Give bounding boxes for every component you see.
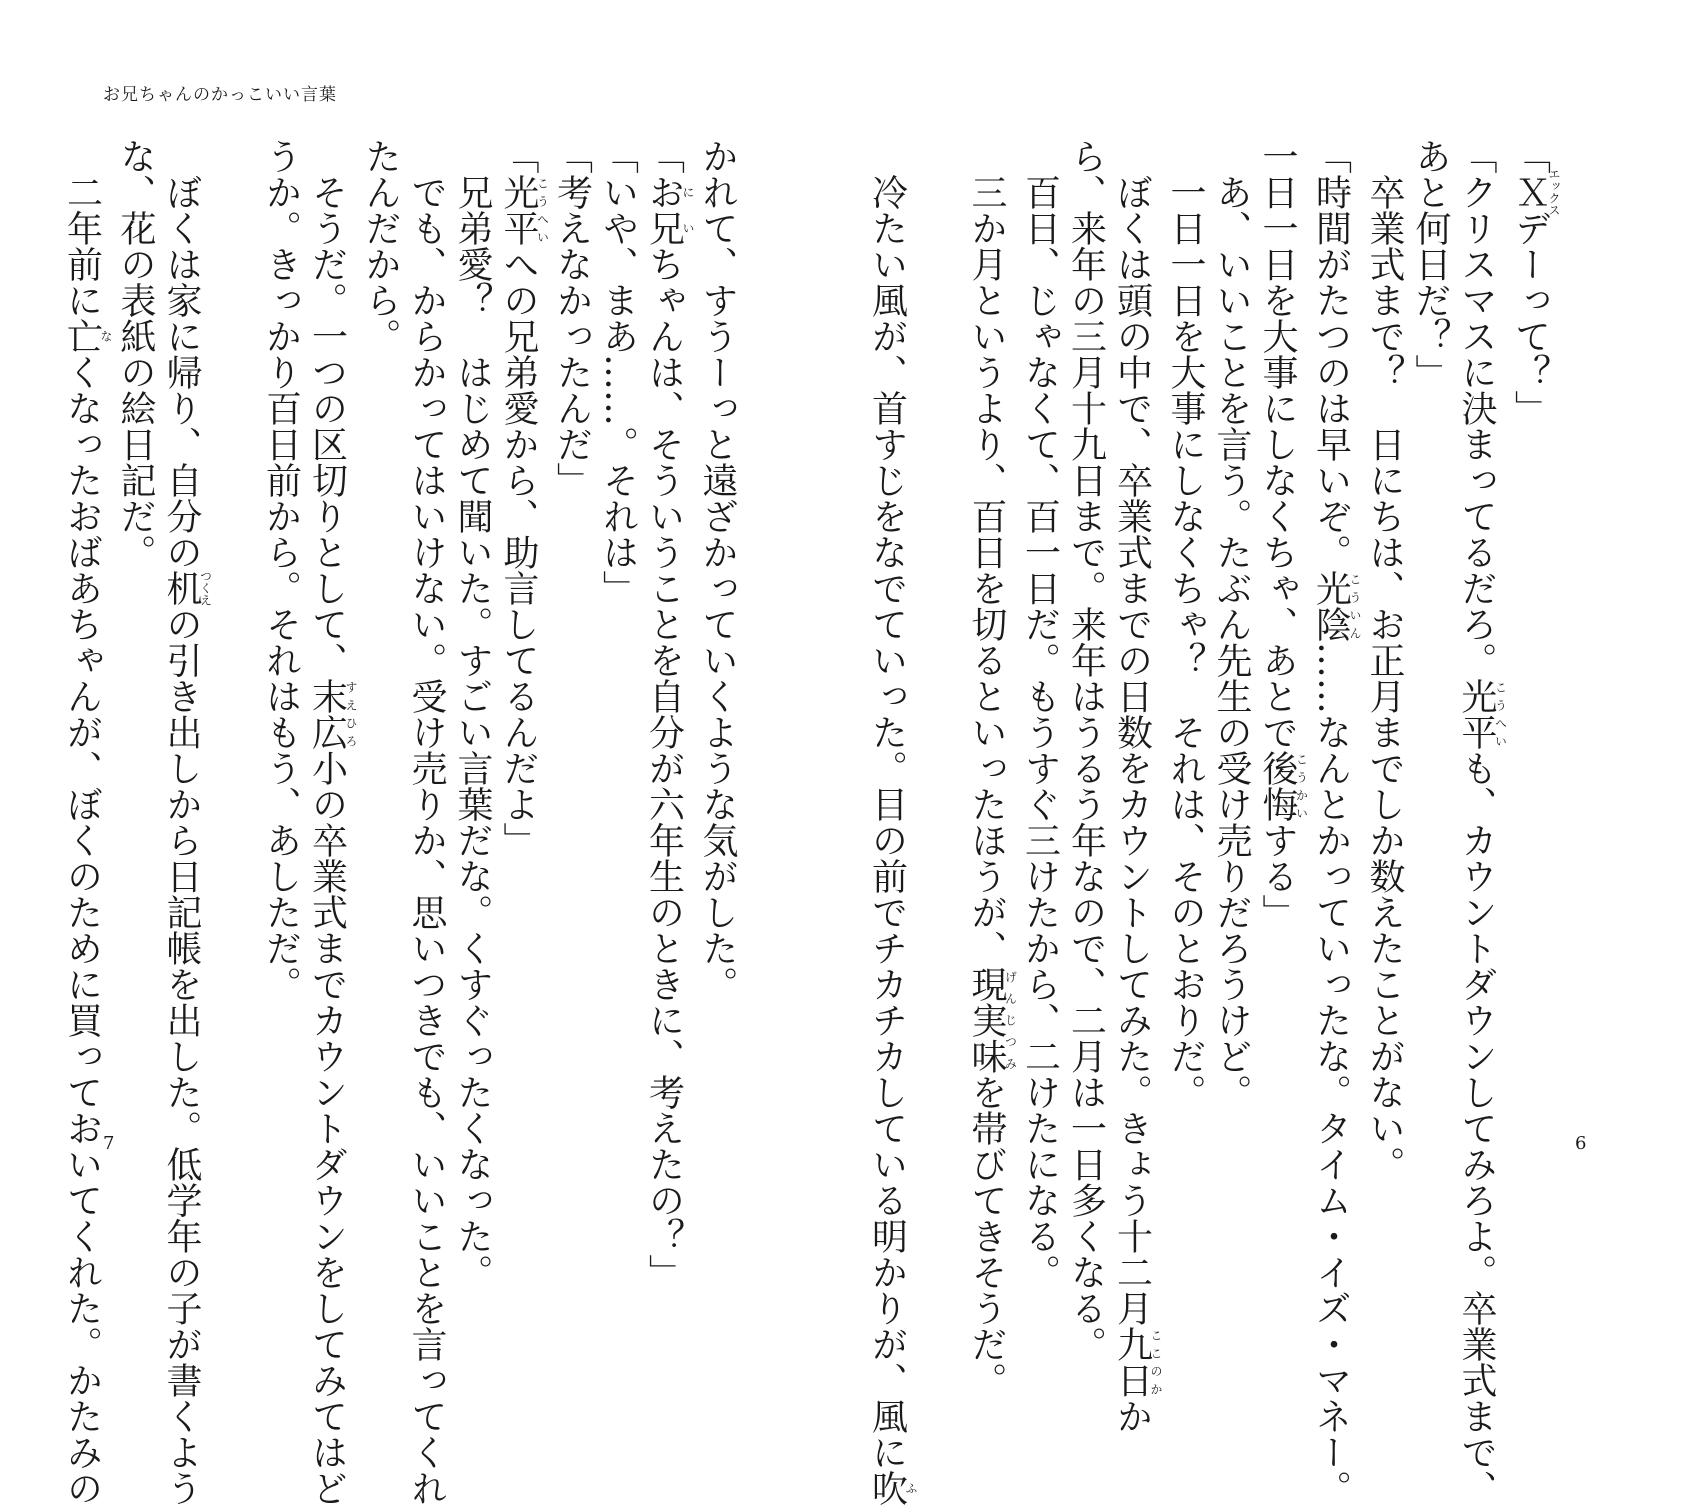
text-run: ちゃんは、そういうことを自分が六年生のときに、考えたの？」	[643, 246, 685, 1290]
ruby-base: 現実味	[966, 966, 1007, 1074]
ruby-base: 九日	[1111, 1326, 1153, 1398]
text-run: かれて、すうーっと遠ざかっていくような気がした。	[697, 138, 738, 1002]
text-run: うか。きっかり百日前から。それはもう、あしただ。	[260, 138, 302, 1002]
ruby-reading: こうへい	[535, 174, 550, 246]
right-page-number: 6	[1575, 1133, 1587, 1154]
ruby-annotated-word	[643, 174, 695, 246]
text-line	[403, 138, 449, 1506]
ruby-base: 後悔	[1257, 750, 1298, 822]
ruby-reading: げんじつみ	[1003, 966, 1018, 1074]
text-line	[495, 138, 549, 1098]
text-line	[549, 138, 595, 1098]
text-line	[304, 138, 358, 1506]
text-line	[641, 138, 695, 1290]
text-line	[158, 138, 213, 1506]
ruby-annotated-word	[498, 174, 550, 246]
ruby-base: 末広	[306, 678, 348, 750]
text-run: ぼくは頭の中で、卒業式までの日数をカウントしてみた。きょう十二月	[1111, 138, 1153, 1326]
text-run: 「	[1509, 138, 1551, 174]
text-run: あ、いいことを言う。たぶん先生の受け売りだろうけど。	[1211, 138, 1252, 1110]
ruby-reading: こうかい	[1294, 750, 1309, 822]
ruby-reading: エックス	[1547, 168, 1561, 216]
text-line	[112, 138, 158, 1098]
text-line	[1507, 138, 1561, 1098]
text-run: を帯びてきそうだ。	[966, 1074, 1007, 1398]
ruby-annotated-word	[1257, 750, 1309, 822]
text-line	[1361, 138, 1407, 1182]
text-run: ら、来年の三月十九日まで。来年はうるう年なので、二月は一日多くなる。	[1065, 138, 1107, 1362]
left-page-body	[61, 138, 740, 1506]
text-run: 小の卒業式までカウントダウンをしてみてはど	[306, 750, 348, 1506]
ruby-reading: にい	[681, 174, 695, 246]
ruby-reading: な	[99, 318, 113, 354]
text-run: 三か月というより、百日を切るといったほうが、	[966, 138, 1007, 966]
ruby-annotated-word	[866, 1470, 918, 1506]
text-run: か	[1111, 1398, 1153, 1434]
ruby-annotated-word	[1509, 168, 1561, 216]
text-run: でも、からかってはいけない。受け売りか、思いつきでも、いいことを言ってくれ	[406, 138, 447, 1506]
ruby-reading: つくえ	[198, 570, 213, 606]
text-run: 卒業式まで？ 日にちは、お正月までしか数えたことがない。	[1364, 138, 1405, 1182]
ruby-reading: ここのか	[1149, 1326, 1163, 1398]
text-run: 二年前に	[61, 138, 103, 318]
ruby-reading: すえひろ	[344, 678, 358, 750]
ruby-base: お兄	[643, 174, 685, 246]
text-line	[1109, 138, 1163, 1434]
text-run: そうだ。一つの区切りとして、	[306, 138, 348, 678]
ruby-reading: ふ	[904, 1470, 918, 1506]
ruby-base: 吹	[866, 1470, 908, 1506]
text-run: 「いや、まあ……。それは」	[597, 138, 639, 606]
text-line	[449, 138, 495, 1290]
text-run: くなったおばあちゃんが、ぼくのために買っておいてくれた。かたみの	[61, 354, 103, 1506]
text-line	[1162, 138, 1208, 1110]
text-line	[1453, 138, 1508, 1506]
ruby-annotated-word	[1310, 570, 1362, 642]
ruby-base: 光平	[498, 174, 539, 246]
ruby-reading: こういん	[1348, 570, 1362, 642]
text-line	[963, 138, 1018, 1398]
ruby-base: 光陰	[1310, 570, 1352, 642]
text-line	[59, 138, 113, 1506]
ruby-base: 亡	[61, 318, 103, 354]
text-run: ……なんとかっていったな。タイム・イズ・マネー。	[1310, 642, 1352, 1506]
ruby-annotated-word	[161, 570, 213, 606]
text-run: への兄弟愛から、助言してるんだよ」	[498, 246, 539, 858]
text-line	[1308, 138, 1362, 1506]
text-run: の引き出しから日記帳を出した。低学年の子が書くよう	[161, 606, 202, 1506]
text-run: も、カウントダウンしてみろよ。卒業式まで、	[1456, 750, 1497, 1506]
text-run: 「クリスマスに決まってるだろ。	[1456, 138, 1497, 678]
text-run: 百日、じゃなくて、百一日だ。もうすぐ三けたから、二けたになる。	[1019, 138, 1061, 1290]
text-run: な、花の表紙の絵日記だ。	[115, 138, 156, 570]
text-run: 「	[498, 138, 539, 174]
text-line	[864, 138, 918, 1506]
text-run: たんだから。	[360, 138, 401, 354]
ruby-annotated-word	[61, 318, 113, 354]
text-line	[694, 138, 740, 1098]
ruby-base: 机	[161, 570, 202, 606]
ruby-annotated-word	[1456, 678, 1508, 750]
text-line	[357, 138, 403, 1098]
ruby-annotated-word	[966, 966, 1018, 1074]
ruby-reading: こうへい	[1493, 678, 1508, 750]
left-page-number: 7	[103, 1133, 115, 1154]
text-run: 一日一日を大事にしなくちゃ、あとで	[1257, 138, 1298, 750]
text-run: あと何日だ？」	[1410, 138, 1451, 390]
text-line	[1017, 138, 1063, 1290]
text-run: 冷たい風が、首すじをなでていった。目の前でチカチカしている明かりが、風に	[866, 138, 908, 1470]
ruby-annotated-word	[306, 678, 358, 750]
text-line	[1254, 138, 1308, 1098]
text-run: ぼくは家に帰り、自分の	[161, 138, 202, 570]
text-line	[595, 138, 641, 1098]
text-run: 「考えなかったんだ」	[551, 138, 593, 498]
text-run: 「	[643, 138, 685, 174]
ruby-annotated-word	[1111, 1326, 1163, 1398]
text-line	[1407, 138, 1453, 1098]
text-run: 兄弟愛？ はじめて聞いた。すごい言葉だな。くすぐったくなった。	[452, 138, 493, 1290]
text-run: 一日一日を大事にしなくちゃ？ それは、そのとおりだ。	[1165, 138, 1206, 1110]
text-line	[1063, 138, 1109, 1362]
running-head-title: お兄ちゃんのかっこいい言葉	[103, 85, 337, 105]
text-run: 「時間がたつのは早いぞ。	[1310, 138, 1352, 570]
text-run: する」	[1257, 822, 1298, 930]
text-line	[258, 138, 304, 1098]
right-page-body	[866, 138, 1561, 1506]
ruby-base: 光平	[1456, 678, 1497, 750]
text-line	[1208, 138, 1254, 1110]
ruby-base: Ｘ	[1509, 168, 1551, 216]
text-run: デーって？」	[1509, 210, 1551, 426]
